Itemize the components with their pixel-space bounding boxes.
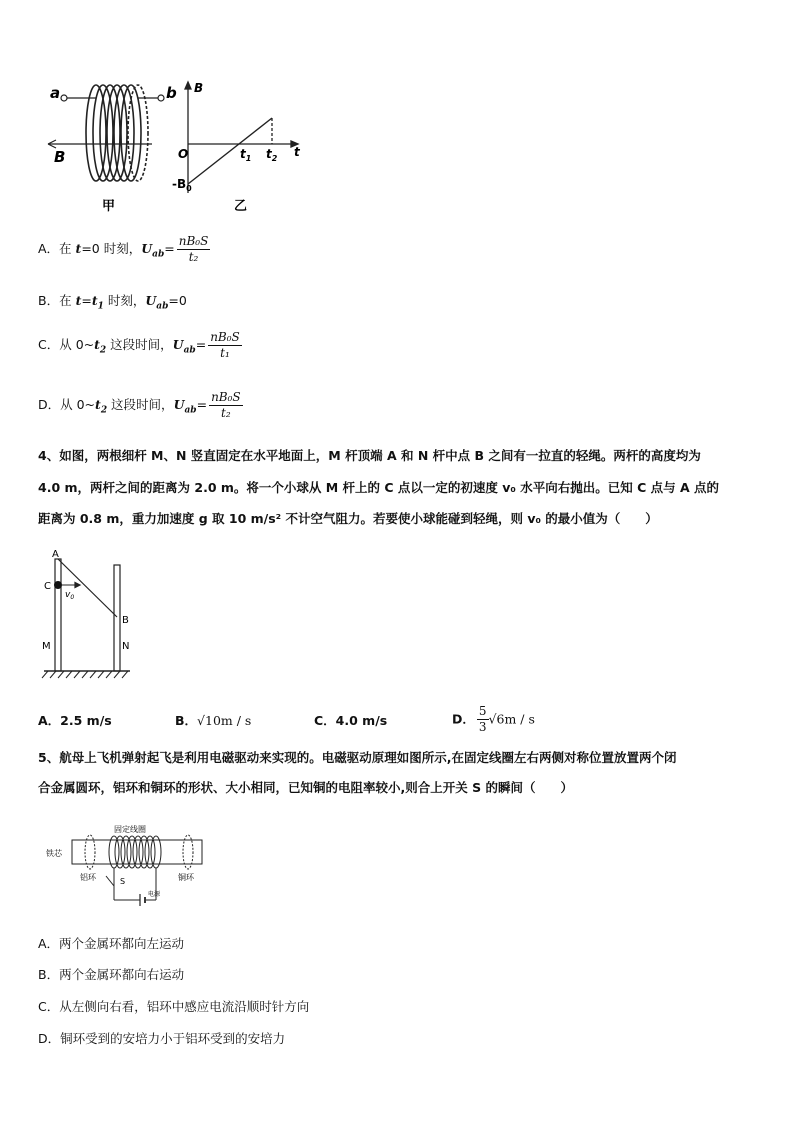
q5-option-d[interactable]: D．铜环受到的安培力小于铝环受到的安培力 (38, 1031, 286, 1046)
copper-label: 铜环 (178, 873, 194, 882)
label-m: M (42, 641, 51, 652)
q3-option-b[interactable]: B．在 $t=t_1$ 时刻，$U_{ab}=0$ (38, 293, 187, 312)
neg-b0-label: -B (172, 177, 187, 191)
bt-graph (185, 82, 298, 193)
caption-jia: 甲 (102, 199, 116, 214)
pole-n (114, 565, 120, 671)
q3-option-c[interactable]: C．从 $0\sim t_2$ 这段时间，$U_{ab}=$ $\frac{\text{nB₀S}}{\text{t₁}}$ (38, 330, 240, 360)
terminal-b-label: b (166, 84, 177, 102)
q3-d-fraction: $\frac{\text{nB₀S}}{\text{t₂}}$ (211, 390, 241, 420)
q4-stem-line-2: 4.0 m，两杆之间的距离为 2.0 m。将一个小球从 M 杆上的 C 点以一定的初速度 v₀ 水平向右抛出。已知 C 点与 A 点的 (38, 480, 719, 495)
battery-label: 电源 (148, 891, 161, 898)
label-b: B (122, 615, 129, 626)
field-b-label: B (54, 148, 66, 166)
q5-option-a[interactable]: A．两个金属环都向左运动 (38, 936, 185, 951)
q3-figure (40, 78, 320, 218)
q4-stem-line-1: 4、如图，两根细杆 M、N 竖直固定在水平地面上，M 杆顶端 A 和 N 杆中点 B 之间有一拉直的轻绳。两杆的高度均为 (38, 448, 701, 463)
q3-option-a[interactable]: A．在 t=0 时刻，$U_{ab}=$ $\frac{\text{nB₀S}}{\text{t₂}}$ (38, 234, 209, 264)
bt-line (188, 118, 272, 184)
q4-option-d[interactable]: D． $\frac{5}{3}$ √6m / s (452, 704, 535, 734)
rope (58, 559, 117, 617)
origin-label: O (178, 147, 189, 161)
switch-label: S (120, 877, 126, 886)
q3-c-fraction: $\frac{\text{nB₀S}}{\text{t₁}}$ (210, 330, 240, 360)
label-n: N (122, 641, 130, 652)
terminal-a-label: a (50, 84, 61, 102)
axis-t-label: t (294, 145, 300, 159)
q3-a-fraction: $\frac{\text{nB₀S}}{\text{t₂}}$ (178, 234, 209, 264)
q5-figure (44, 818, 214, 914)
q5-option-b[interactable]: B．两个金属环都向右运动 (38, 967, 185, 982)
pole-m (55, 559, 61, 671)
q5-stem-line-1: 5、航母上飞机弹射起飞是利用电磁驱动来实现的。电磁驱动原理如图所示,在固定线圈左右两侧对称位置放置两个闭 (38, 750, 677, 765)
solenoid-diagram (48, 85, 164, 181)
axis-b-label: B (194, 81, 204, 95)
q4-option-c[interactable]: C．4.0 m/s (314, 713, 388, 728)
q5-option-c[interactable]: C．从左侧向右看，铝环中感应电流沿顺时针方向 (38, 999, 310, 1014)
coil-label: 固定线圈 (114, 825, 146, 834)
switch-s (106, 876, 114, 886)
caption-yi: 乙 (234, 199, 248, 214)
t1-label: t (240, 147, 246, 161)
aluminum-label: 铝环 (80, 873, 96, 882)
ball (54, 581, 62, 589)
svg-text:v0: $v_0$ (65, 590, 75, 601)
label-a: A (52, 549, 59, 560)
label-v0: v (65, 590, 71, 600)
t2-label: t (266, 147, 272, 161)
label-c: C (44, 581, 51, 592)
svg-text:-B0: $-B_0$ (172, 177, 192, 193)
core-label: 铁芯 (46, 849, 62, 858)
q3-option-d[interactable]: D．从 $0\sim t_2$ 这段时间，$U_{ab}=$ $\frac{\text{nB₀S}}{\text{t₂}}$ (38, 390, 241, 420)
svg-text:t1: $t_1$ (240, 147, 252, 163)
q5-stem-line-2: 合金属圆环，铝环和铜环的形状、大小相同，已知铜的电阻率较小,则合上开关 S 的瞬间（ ） (38, 780, 573, 795)
q4-option-b[interactable]: B．√10m / s (175, 713, 252, 728)
q4-figure (38, 545, 148, 685)
q4-option-a[interactable]: A．2.5 m/s (38, 713, 112, 728)
fixed-coil (109, 836, 161, 868)
svg-text:t2: $t_2$ (266, 147, 278, 163)
q4-stem-line-3: 距离为 0.8 m，重力加速度 g 取 10 m/s² 不计空气阻力。若要使小球能碰到轻绳，则 v₀ 的最小值为（ ） (38, 511, 658, 526)
